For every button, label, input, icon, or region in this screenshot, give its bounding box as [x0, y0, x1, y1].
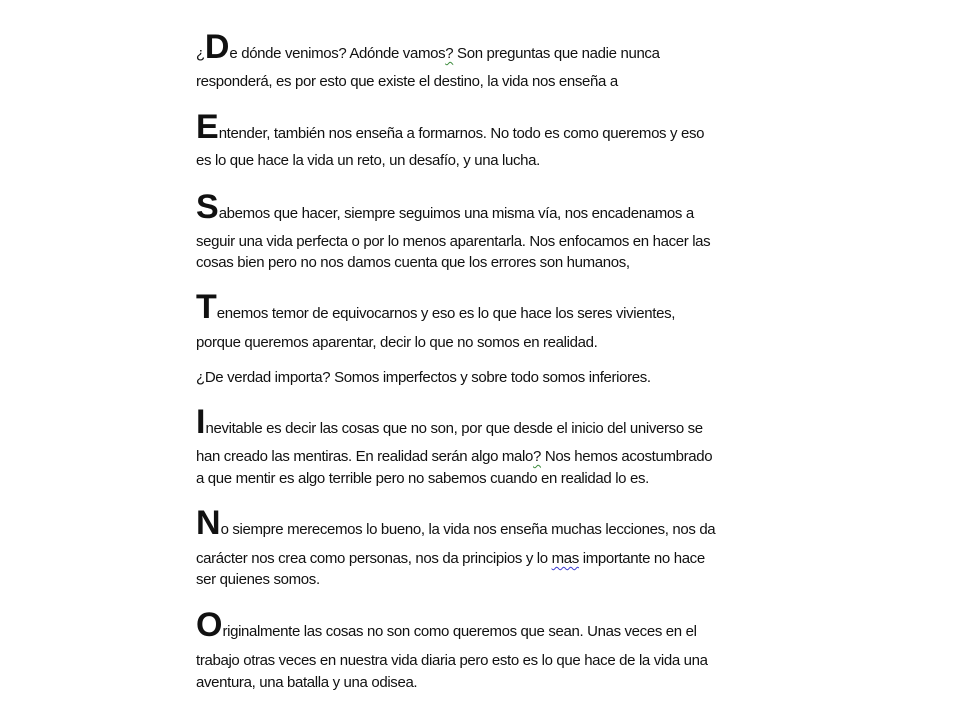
grammar-mark: ?	[533, 448, 542, 465]
stanza-d-initial: D	[204, 28, 230, 66]
stanza-t-line-1-text: enemos temor de equivocarnos y eso es lo que hace los seres vivientes,	[216, 305, 676, 322]
stanza-n-line-1	[196, 506, 715, 540]
stanza-i-initial: I	[196, 403, 206, 441]
stanza-s-line-3: cosas bien pero no nos damos cuenta que los errores son humanos,	[196, 254, 630, 271]
stanza-s-initial: S	[196, 188, 219, 226]
stanza-i-line-2	[196, 448, 712, 465]
stanza-n-line-1-text: o siempre merecemos lo bueno, la vida nos enseña muchas lecciones, nos da	[220, 521, 716, 538]
stanza-o-line-3: aventura, una batalla y una odisea.	[196, 674, 418, 691]
stanza-d-line-1-text-a: e dónde venimos? Adónde vamos	[229, 45, 446, 62]
stanza-i-line-1	[196, 405, 703, 439]
stanza-n-line-2-text-b: importante no hace	[578, 550, 705, 567]
stanza-i-line-3: a que mentir es algo terrible pero no sabemos cuando en realidad lo es.	[196, 470, 649, 487]
stanza-o-line-2: trabajo otras veces en nuestra vida diaria pero esto es lo que hace de la vida una	[196, 652, 708, 669]
spelling-mark: mas	[551, 550, 579, 567]
stanza-i-line-2-text-b: Nos hemos acostumbrado	[541, 448, 713, 465]
grammar-mark: ?	[445, 45, 454, 62]
stanza-e-line-2: es lo que hace la vida un reto, un desafío, y una lucha.	[196, 152, 540, 169]
stanza-n-line-2-text-a: carácter nos crea como personas, nos da principios y lo	[196, 550, 552, 567]
stanza-d-line-1-text-b: Son preguntas que nadie nunca	[453, 45, 660, 62]
stanza-o-line-1	[196, 608, 697, 642]
stanza-i-line-1-text: nevitable es decir las cosas que no son, por que desde el inicio del universo se	[205, 420, 703, 437]
stanza-e-line-1	[196, 110, 704, 144]
stanza-s-line-1	[196, 190, 694, 224]
stanza-e-initial: E	[196, 108, 219, 146]
stanza-n-line-2	[196, 550, 705, 567]
stanza-t-line-2: porque queremos aparentar, decir lo que no somos en realidad.	[196, 334, 598, 351]
stanza-s-line-1-text: abemos que hacer, siempre seguimos una misma vía, nos encadenamos a	[218, 205, 694, 222]
stanza-d-line-2: responderá, es por esto que existe el destino, la vida nos enseña a	[196, 73, 618, 90]
stanza-o-line-1-text: riginalmente las cosas no son como queremos que sean. Unas veces en el	[222, 623, 697, 640]
stanza-t-initial: T	[196, 288, 217, 326]
stanza-s-line-2: seguir una vida perfecta o por lo menos aparentarla. Nos enfocamos en hacer las	[196, 233, 711, 250]
stanza-n-initial: N	[196, 504, 221, 542]
stanza-d-line-1	[196, 30, 660, 64]
stanza-t-line-1	[196, 290, 675, 324]
stanza-e-line-1-text: ntender, también nos enseña a formarnos. No todo es como queremos y eso	[218, 125, 705, 142]
stanza-t-line-3: ¿De verdad importa? Somos imperfectos y sobre todo somos inferiores.	[196, 369, 651, 386]
stanza-i-line-2-text-a: han creado las mentiras. En realidad serán algo malo	[196, 448, 534, 465]
stanza-n-line-3: ser quienes somos.	[196, 571, 320, 588]
inverted-question-mark: ¿	[196, 45, 205, 62]
stanza-o-initial: O	[196, 606, 223, 644]
